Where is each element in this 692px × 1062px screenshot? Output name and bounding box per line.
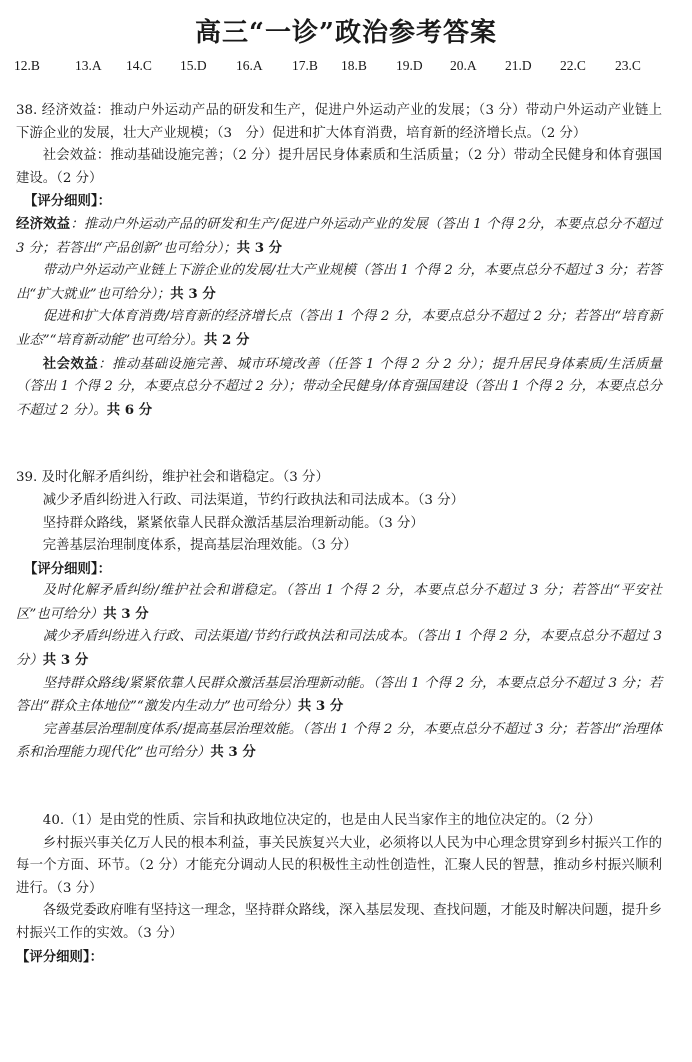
q40-paragraph-2: 乡村振兴事关亿万人民的根本利益，事关民族复兴大业，必须将以人民为中心理念贯穿到乡村振兴工作的每一个方面、环节。（2 分）才能充分调动人民的积极性主动性创造性，汇聚人民的智慧，推动乡村振兴顺利进行。（3 分）: [16, 835, 662, 896]
q39-rubric-4: [16, 719, 662, 765]
answer-22: 22.C: [560, 58, 586, 73]
q39-rubric-2-total: 共 3 分: [42, 652, 89, 669]
q38-rubric-3-text: 促进和扩大体育消费/培育新的经济增长点（答出 1 个得 2 分，本要点总分不超过 2 分；若答出“培育新业态”“培育新动能”也可给分）。: [16, 309, 662, 348]
q38-rubric-1-total: 共 3 分: [236, 239, 283, 256]
answer-12: 12.B: [14, 58, 40, 73]
answer-14: 14.C: [126, 58, 152, 73]
answer-body: [16, 100, 662, 968]
answer-18: 18.B: [341, 58, 367, 73]
answer-20: 20.A: [450, 58, 477, 73]
page-title: 高三“一诊”政治参考答案: [195, 18, 497, 48]
q39-rubric-2: [16, 626, 662, 672]
multiple-choice-answers: [14, 58, 678, 80]
q39-line-1: 39. 及时化解矛盾纠纷，维护社会和谐稳定。（3 分）: [16, 470, 329, 486]
q38-rubric-heading: 【评分细则】：: [24, 193, 112, 210]
q38-rubric-3-total: 共 2 分: [203, 331, 250, 348]
q38-rubric-2-text: 带动户外运动产业链上下游企业的发展/壮大产业规模（答出 1 个得 2 分，本要点总分不超过 3 分；若答出“扩大就业”也可给分）；: [16, 263, 662, 302]
q39-rubric-1-text: 及时化解矛盾纠纷/维护社会和谐稳定。（答出 1 个得 2 分，本要点总分不超过 3 分；若答出“平安社区”也可给分）: [16, 583, 662, 622]
q38-economic-benefit: 38. 经济效益：推动户外运动产品的研发和生产，促进户外运动产业的发展；（3 分）带动户外运动产业链上下游企业的发展，壮大产业规模；（3 分）促进和扩大体育消费，培育新的经济增长点。（2 分）: [16, 103, 662, 141]
q38-rubric-4-label: 社会效益: [42, 355, 99, 372]
q38-social-benefit: 社会效益：推动基础设施完善；（2 分）提升居民身体素质和生活质量；（2 分）带动全民健身和体育强国建设。（2 分）: [16, 148, 662, 186]
q39-line-4: 完善基层治理制度体系，提高基层治理效能。（3 分）: [42, 538, 357, 554]
q39-rubric-2-text: 减少矛盾纠纷进入行政、司法渠道/节约行政执法和司法成本。（答出 1 个得 2 分，本要点总分不超过 3 分）: [16, 629, 662, 669]
q40-paragraph-3: 各级党委政府唯有坚持这一理念，坚持群众路线，深入基层发现、查找问题，才能及时解决问题，提升乡村振兴工作的实效。（3 分）: [16, 903, 662, 941]
answer-23: 23.C: [615, 58, 641, 73]
q38-rubric-1-text: ：推动户外运动产品的研发和生产/促进户外运动产业的发展（答出 1 个得 2分，本要点总分不超过 3 分；若答出“产品创新”也可给分）；: [16, 216, 662, 256]
answer-15: 15.D: [180, 58, 207, 73]
q40-part-1: 40.（1）是由党的性质、宗旨和执政地位决定的，也是由人民当家作主的地位决定的。（2 分）: [42, 813, 601, 829]
q38-rubric-1: [16, 213, 662, 260]
answer-16: 16.A: [236, 58, 263, 73]
answer-21: 21.D: [505, 58, 532, 73]
q39-rubric-4-text: 完善基层治理制度体系/提高基层治理效能。（答出 1 个得 2 分，本要点总分不超过 3 分；若答出“治理体系和治理能力现代化”也可给分）: [16, 721, 662, 761]
q38-rubric-1-label: 经济效益: [16, 215, 71, 232]
answer-13: 13.A: [75, 58, 102, 73]
q39-rubric-1: [16, 580, 662, 626]
q39-line-2: 减少矛盾纠纷进入行政、司法渠道，节约行政执法和司法成本。（3 分）: [42, 492, 464, 508]
q39-rubric-3-total: 共 3 分: [297, 698, 344, 715]
answer-17: 17.B: [292, 58, 318, 73]
q38-rubric-2-total: 共 3 分: [170, 285, 216, 302]
q39-rubric-4-total: 共 3 分: [210, 744, 256, 761]
q38-rubric-3: [16, 306, 662, 352]
q39-line-3: 坚持群众路线，紧紧依靠人民群众激活基层治理新动能。（3 分）: [42, 515, 424, 531]
q38-rubric-4-text: ：推动基础设施完善、城市环境改善（任答 1 个得 2 分 2 分）；提升居民身体素质/生活质量（答出 1 个得 2 分，本要点总分不超过 2 分）；带动全民健身/体育强国建设（答出 1 个得 2 分，本要点总分不超过 2 分）。: [16, 356, 663, 418]
q38-rubric-4-total: 共 6 分: [106, 401, 153, 418]
q39-rubric-1-total: 共 3 分: [103, 605, 149, 622]
q38-rubric-2: [16, 260, 662, 306]
q40-rubric-heading: 【评分细则】：: [16, 948, 104, 965]
q39-rubric-3-text: 坚持群众路线/紧紧依靠人民群众激活基层治理新动能。（答出 1 个得 2 分，本要点总分不超过 3 分；若答出“群众主体地位”“激发内生动力”也可给分）: [16, 675, 662, 715]
q39-rubric-heading: 【评分细则】：: [24, 560, 112, 577]
q38-rubric-4: [16, 353, 662, 423]
answer-19: 19.D: [396, 58, 423, 73]
q39-rubric-3: [16, 673, 662, 719]
